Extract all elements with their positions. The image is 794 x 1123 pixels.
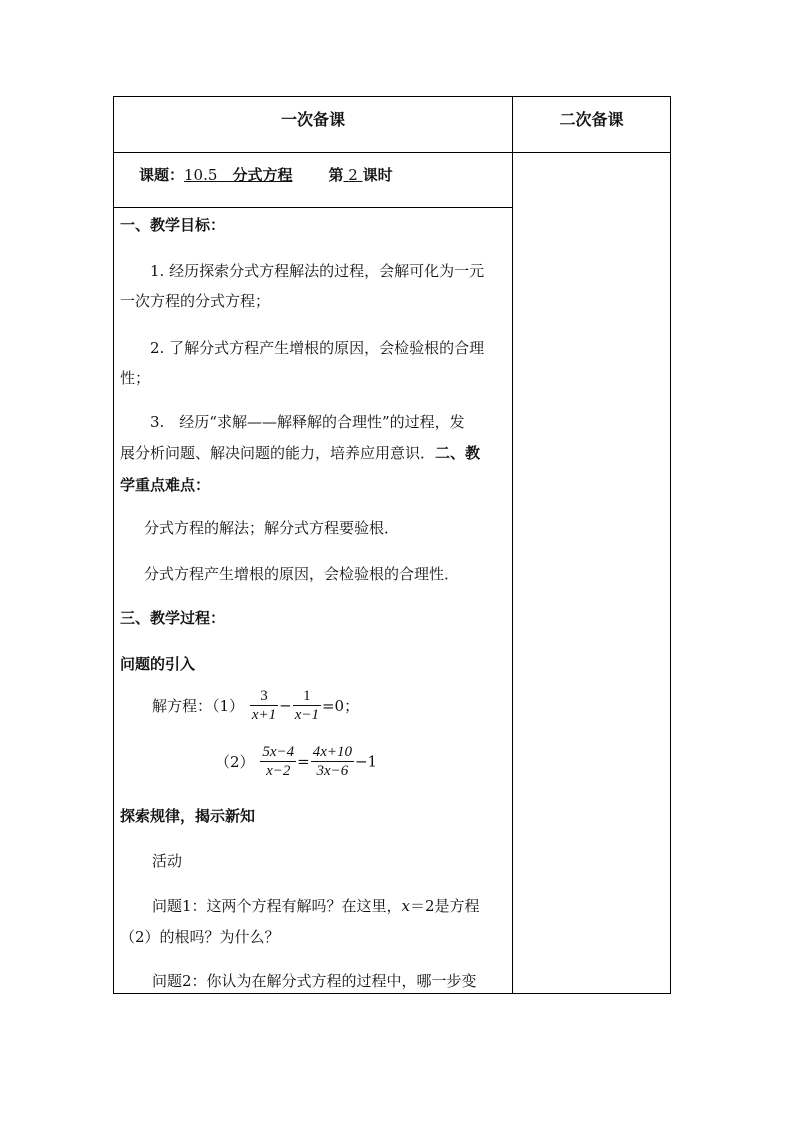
- question-1-line-1: 问题1：这两个方程有解吗？在这里，x＝2是方程: [152, 897, 480, 915]
- question-2-line-1: 问题2：你认为在解分式方程的过程中，哪一步变: [152, 972, 477, 990]
- activity-label: 活动: [152, 852, 183, 870]
- lesson-plan-table: [113, 96, 671, 994]
- equation-2: （2） $\frac{5x-4}{x-2}$ = $\frac{4x+10}{3x-6}$ −1: [215, 744, 378, 779]
- goal-1-line-1: 1. 经历探索分式方程解法的过程，会解可化为一元: [150, 262, 485, 280]
- column-divider: [512, 97, 513, 993]
- section-key-points: 学重点难点：: [120, 476, 211, 494]
- key-point: 分式方程的解法；解分式方程要验根．: [144, 519, 400, 537]
- intro-heading: 问题的引入: [120, 655, 196, 673]
- difficult-point: 分式方程产生增根的原因，会检验根的合理性．: [144, 565, 460, 583]
- header-divider: [114, 152, 670, 153]
- lesson-title-divider: [114, 207, 512, 208]
- eq2-fraction-1: $\frac{5x-4}{x-2}$: [262, 744, 295, 779]
- equation-1: 解方程：（1） $\frac{3}{x+1}$ − $\frac{1}{x-1}$ =0；: [152, 688, 360, 723]
- section-teaching-goals: 一、教学目标：: [120, 216, 226, 234]
- first-prep-header: 一次备课: [280, 110, 345, 129]
- goal-3-line-2: 展分析问题、解决问题的能力，培养应用意识．二、教: [120, 444, 481, 462]
- goal-2-line-2: 性；: [120, 369, 151, 387]
- section-teaching-process: 三、教学过程：: [120, 609, 226, 627]
- second-prep-header: 二次备课: [559, 110, 624, 129]
- goal-2-line-1: 2. 了解分式方程产生增根的原因，会检验根的合理: [150, 339, 485, 357]
- eq1-fraction-1: $\frac{3}{x+1}$: [251, 688, 277, 723]
- eq2-fraction-2: $\frac{4x+10}{3x-6}$: [312, 744, 352, 779]
- goal-3-line-1: 3. 经历“求解——解释解的合理性”的过程，发: [150, 413, 465, 431]
- lesson-title: 课题：10.5 分式方程 第 2 课时: [139, 166, 393, 184]
- explore-heading: 探索规律，揭示新知: [120, 807, 256, 825]
- eq1-fraction-2: $\frac{1}{x-1}$: [294, 688, 319, 723]
- goal-1-line-2: 一次方程的分式方程；: [120, 292, 271, 310]
- question-1-line-2: （2）的根吗？为什么？: [120, 928, 280, 946]
